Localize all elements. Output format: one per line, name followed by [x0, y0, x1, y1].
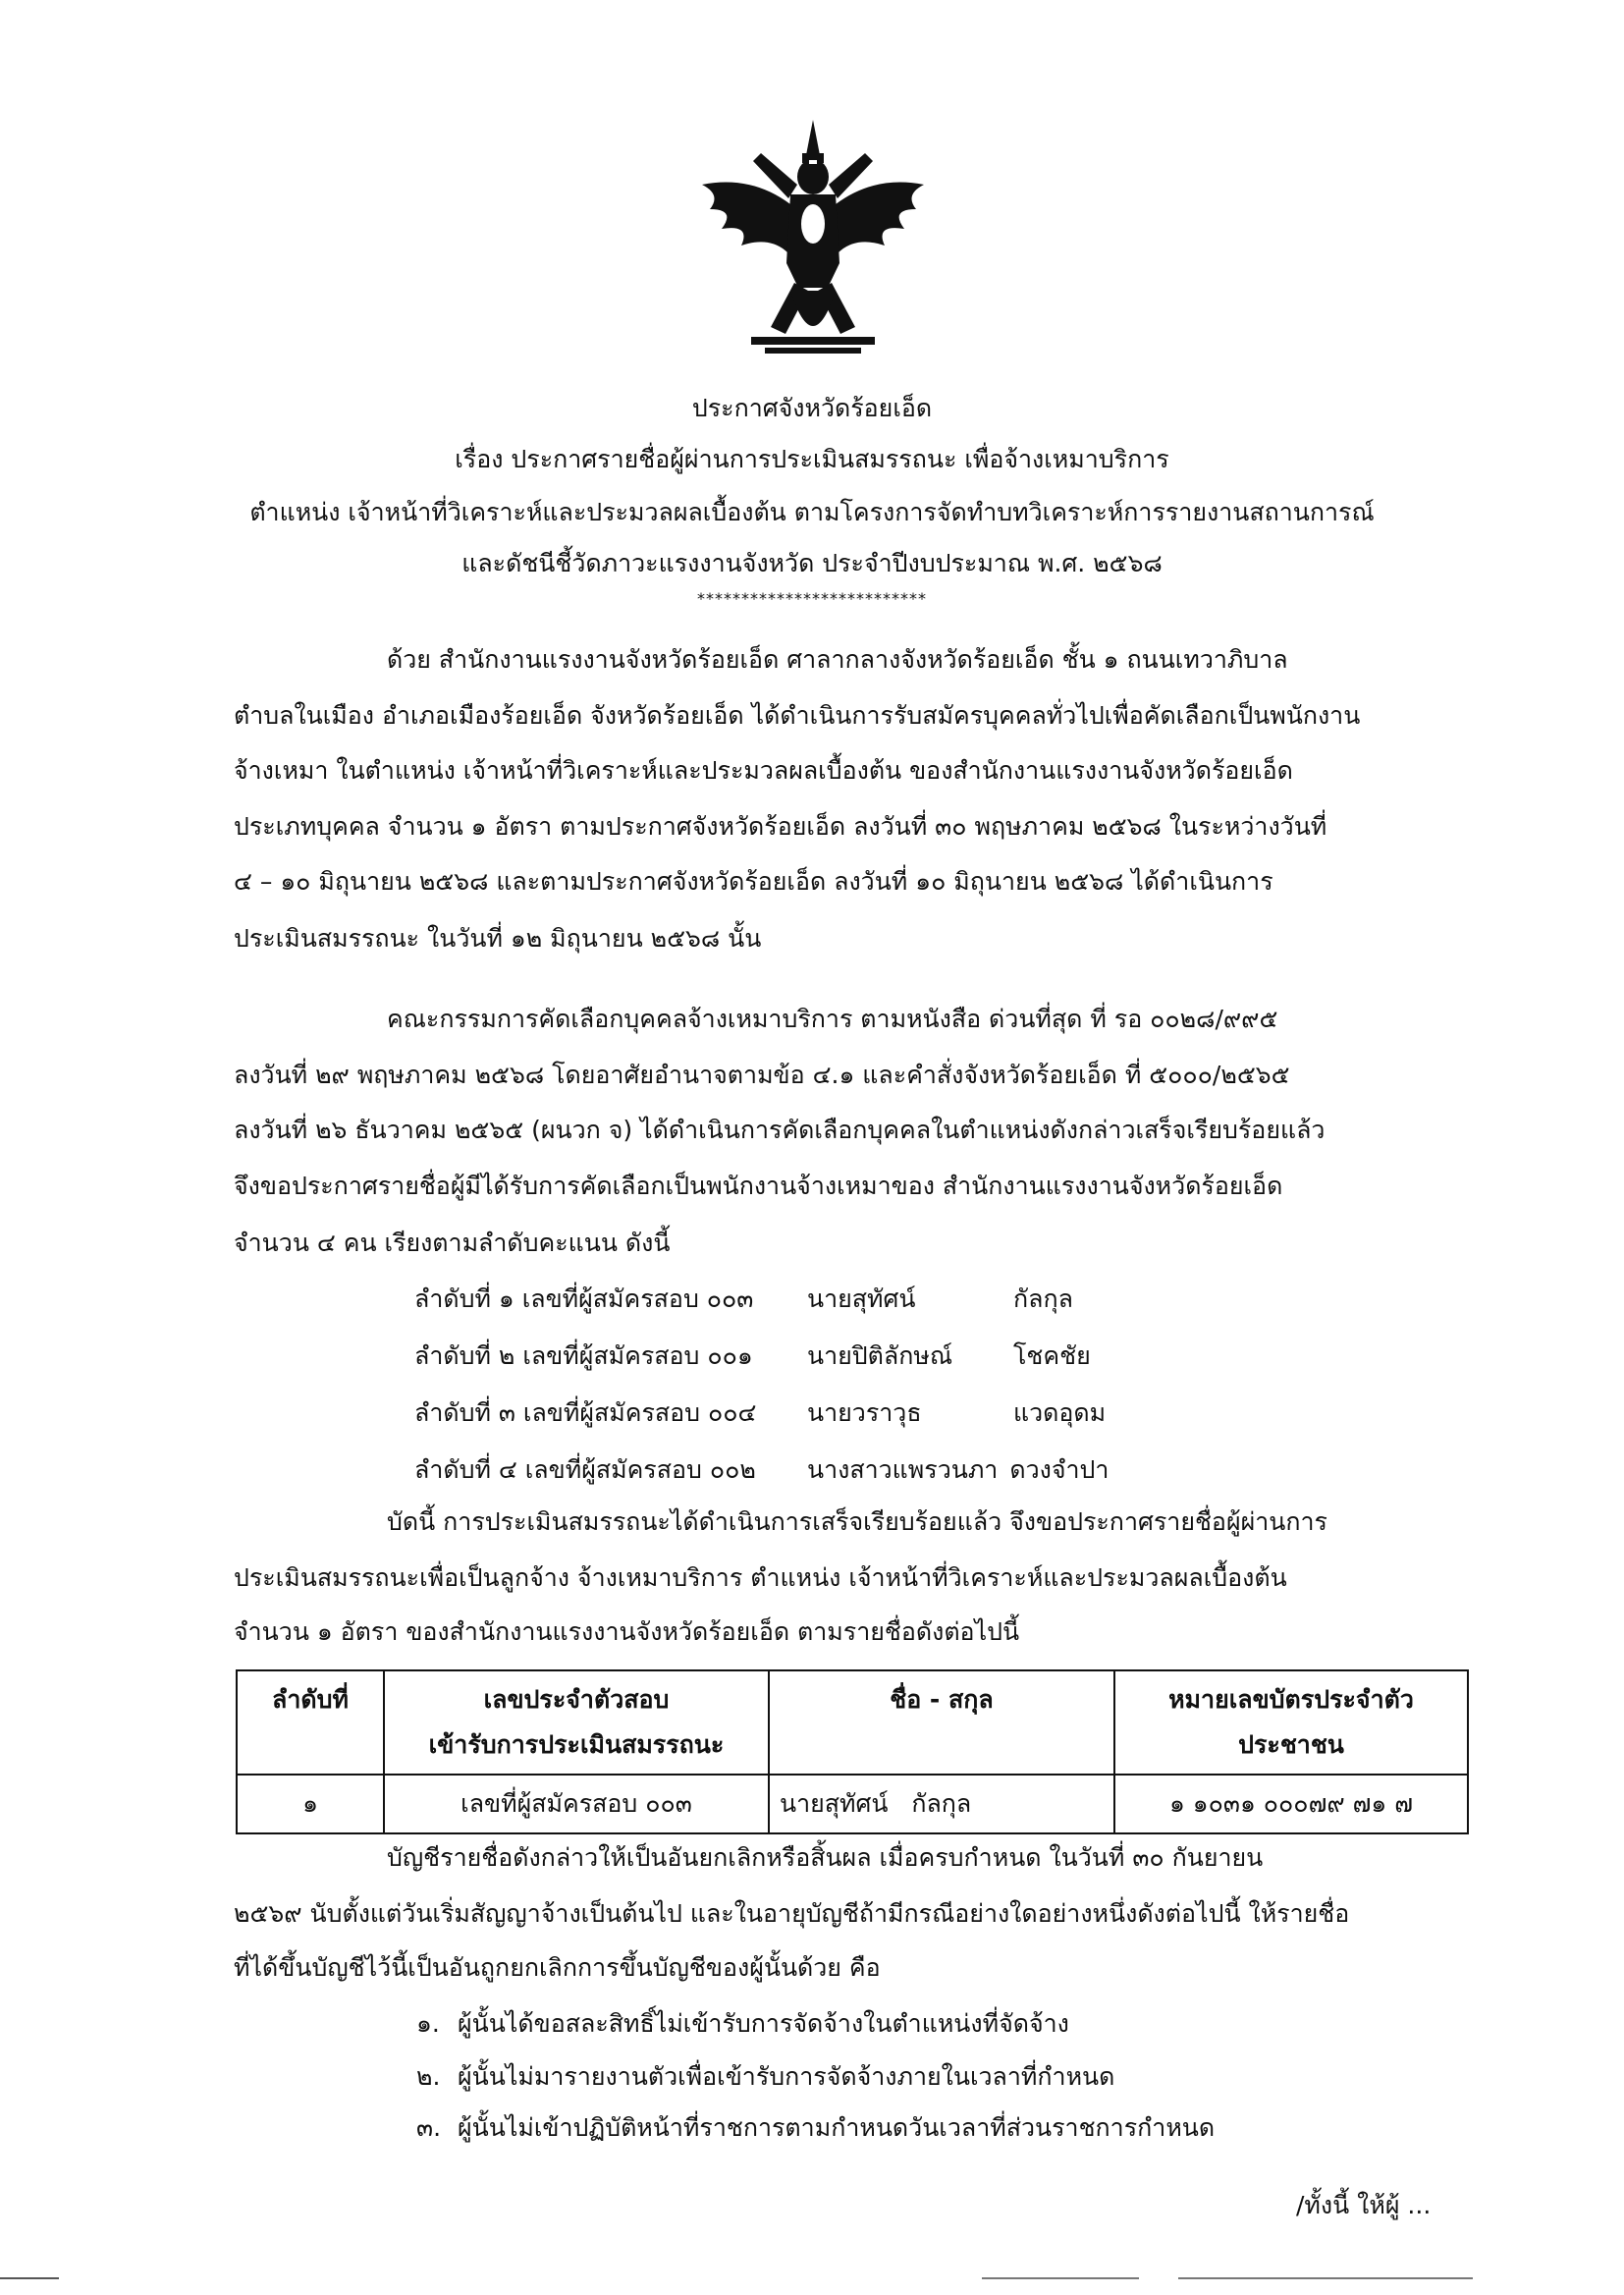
header-exam-id-line-2: เข้ารับการประเมินสมรรถนะ: [428, 1730, 725, 1759]
ranking-surname: โชคชัย: [1013, 1341, 1091, 1370]
condition-number: ๓.: [416, 2113, 442, 2142]
cell-exam-id: เลขที่ผู้สมัครสอบ ๐๐๓: [384, 1775, 769, 1833]
paragraph4-line-1: บัญชีรายชื่อดังกล่าวให้เป็นอันยกเลิกหรือสิ้นผล เมื่อครบกำหนด ในวันที่ ๓๐ กันยายน: [387, 1843, 1264, 1872]
condition-item: [416, 2057, 1114, 2097]
title-line-3: ตำแหน่ง เจ้าหน้าที่วิเคราะห์และประมวลผลเบื้องต้น ตามโครงการจัดทำบทวิเคราะห์การรายงานสถานการณ์: [249, 498, 1375, 526]
ranking-item: [414, 1450, 1109, 1490]
paragraph2-line-1: คณะกรรมการคัดเลือกบุคคลจ้างเหมาบริการ ตามหนังสือ ด่วนที่สุด ที่ รอ ๐๐๒๘/๙๙๕: [387, 1005, 1278, 1033]
cell-rank: ๑: [237, 1775, 384, 1833]
header-id-card-line-1: หมายเลขบัตรประจำตัว: [1168, 1685, 1414, 1714]
paragraph3-line-3: จำนวน ๑ อัตรา ของสำนักงานแรงงานจังหวัดร้อยเอ็ด ตามรายชื่อดังต่อไปนี้: [234, 1617, 1020, 1646]
paragraph4-line-2: ๒๕๖๙ นับตั้งแต่วันเริ่มสัญญาจ้างเป็นต้นไป และในอายุบัญชีถ้ามีกรณีอย่างใดอย่างหนึ่งดังต่อไปนี้ ให้รายชื่อ: [234, 1899, 1350, 1928]
title-line-2: เรื่อง ประกาศรายชื่อผู้ผ่านการประเมินสมรรถนะ เพื่อจ้างเหมาบริการ: [455, 445, 1169, 473]
ranking-rank: ลำดับที่ ๒ เลขที่ผู้สมัครสอบ ๐๐๑: [414, 1341, 753, 1370]
title-line-1: ประกาศจังหวัดร้อยเอ็ด: [691, 394, 933, 422]
cell-surname: กัลกุล: [911, 1789, 972, 1818]
paragraph1-line-4: ประเภทบุคคล จำนวน ๑ อัตรา ตามประกาศจังหวัดร้อยเอ็ด ลงวันที่ ๓๐ พฤษภาคม ๒๕๖๘ ในระหว่างวันที่: [234, 812, 1327, 841]
cell-id-card: ๑ ๑๐๓๑ ๐๐๐๗๙ ๗๑ ๗: [1114, 1775, 1468, 1833]
ranking-name: นายวราวุธ: [807, 1398, 922, 1427]
paragraph1-line-2: ตำบลในเมือง อำเภอเมืองร้อยเอ็ด จังหวัดร้อยเอ็ด ได้ดำเนินการรับสมัครบุคคลทั่วไปเพื่อคัดเลือกเป็นพนักงาน: [234, 701, 1361, 730]
garuda-emblem: [692, 116, 934, 361]
ranking-item: [414, 1337, 1091, 1376]
ranking-name: นางสาวแพรวนภา: [807, 1455, 999, 1484]
header-id-card-line-2: ประชาชน: [1238, 1730, 1344, 1759]
cell-first-name: นายสุทัศน์: [780, 1789, 889, 1818]
paragraph2-line-3: ลงวันที่ ๒๖ ธันวาคม ๒๕๖๕ (ผนวก จ) ได้ดำเนินการคัดเลือกบุคคลในตำแหน่งดังกล่าวเสร็จเรียบร้อยแล้ว: [234, 1116, 1326, 1144]
condition-item: [416, 2108, 1215, 2148]
header-exam-id-line-1: เลขประจำตัวสอบ: [483, 1685, 670, 1714]
condition-text: ผู้นั้นได้ขอสละสิทธิ์ไม่เข้ารับการจัดจ้างในตำแหน่งที่จัดจ้าง: [458, 2009, 1069, 2038]
paragraph1-line-5: ๔ – ๑๐ มิถุนายน ๒๕๖๘ และตามประกาศจังหวัดร้อยเอ็ด ลงวันที่ ๑๐ มิถุนายน ๒๕๖๘ ได้ดำเนินการ: [234, 867, 1273, 896]
paragraph2-line-2: ลงวันที่ ๒๙ พฤษภาคม ๒๕๖๘ โดยอาศัยอำนาจตามข้อ ๔.๑ และคำสั่งจังหวัดร้อยเอ็ด ที่ ๕๐๐๐/๒๕๖๕: [234, 1061, 1290, 1089]
header-exam-id: [384, 1670, 769, 1775]
table-header-row: [237, 1670, 1468, 1775]
ranking-rank: ลำดับที่ ๓ เลขที่ผู้สมัครสอบ ๐๐๔: [414, 1398, 757, 1427]
paragraph3-line-1: บัดนี้ การประเมินสมรรถนะได้ดำเนินการเสร็จเรียบร้อยแล้ว จึงขอประกาศรายชื่อผู้ผ่านการ: [387, 1507, 1327, 1536]
condition-text: ผู้นั้นไม่เข้าปฏิบัติหน้าที่ราชการตามกำหนดวันเวลาที่ส่วนราชการกำหนด: [458, 2113, 1216, 2142]
ranking-surname: แวดอุดม: [1013, 1398, 1107, 1427]
paragraph3-line-2: ประเมินสมรรถนะเพื่อเป็นลูกจ้าง จ้างเหมาบริการ ตำแหน่ง เจ้าหน้าที่วิเคราะห์และประมวลผลเบื้องต้น: [234, 1563, 1287, 1592]
ranking-surname: ดวงจำปา: [1009, 1455, 1110, 1484]
title-line-4: และดัชนีชี้วัดภาวะแรงงานจังหวัด ประจำปีงบประมาณ พ.ศ. ๒๕๖๘: [461, 549, 1163, 577]
continuation-marker: /ทั้งนี้ ให้ผู้ ...: [1296, 2191, 1432, 2219]
condition-number: ๒.: [416, 2062, 441, 2091]
condition-text: ผู้นั้นไม่มารายงานตัวเพื่อเข้ารับการจัดจ้างภายในเวลาที่กำหนด: [458, 2062, 1115, 2091]
ranking-item: [414, 1393, 1106, 1433]
condition-item: [416, 2004, 1069, 2044]
paragraph1-line-6: ประเมินสมรรถนะ ในวันที่ ๑๒ มิถุนายน ๒๕๖๘ นั้น: [234, 924, 762, 953]
ranking-rank: ลำดับที่ ๔ เลขที่ผู้สมัครสอบ ๐๐๒: [414, 1455, 756, 1484]
results-table: [236, 1669, 1469, 1834]
header-rank: ลำดับที่: [237, 1670, 384, 1775]
header-id-card: [1114, 1670, 1468, 1775]
header-full-name: ชื่อ - สกุล: [769, 1670, 1114, 1775]
paragraph1-line-1: ด้วย สำนักงานแรงงานจังหวัดร้อยเอ็ด ศาลากลางจังหวัดร้อยเอ็ด ชั้น ๑ ถนนเทวาภิบาล: [387, 645, 1288, 674]
paragraph1-line-3: จ้างเหมา ในตำแหน่ง เจ้าหน้าที่วิเคราะห์และประมวลผลเบื้องต้น ของสำนักงานแรงงานจังหวัดร้อยเอ็ด: [234, 756, 1293, 785]
ranking-rank: ลำดับที่ ๑ เลขที่ผู้สมัครสอบ ๐๐๓: [414, 1284, 754, 1313]
ranking-surname: กัลกุล: [1013, 1284, 1073, 1313]
paragraph2-line-4: จึงขอประกาศรายชื่อผู้มีได้รับการคัดเลือกเป็นพนักงานจ้างเหมาของ สำนักงานแรงงานจังหวัดร้อยเอ็ด: [234, 1172, 1283, 1200]
ranking-name: นายปิติลักษณ์: [807, 1341, 953, 1370]
ranking-item: [414, 1280, 1073, 1319]
paragraph4-line-3: ที่ได้ขึ้นบัญชีไว้นี้เป็นอันถูกยกเลิกการขึ้นบัญชีของผู้นั้นด้วย คือ: [234, 1953, 881, 1982]
condition-number: ๑.: [416, 2009, 440, 2038]
scan-edge-artifact: [0, 2276, 1624, 2280]
paragraph2-line-5: จำนวน ๔ คน เรียงตามลำดับคะแนน ดังนี้: [234, 1229, 671, 1257]
cell-full-name: [769, 1775, 1114, 1833]
title-separator: **************************: [697, 589, 927, 608]
table-row: [237, 1775, 1468, 1833]
ranking-name: นายสุทัศน์: [807, 1284, 916, 1313]
